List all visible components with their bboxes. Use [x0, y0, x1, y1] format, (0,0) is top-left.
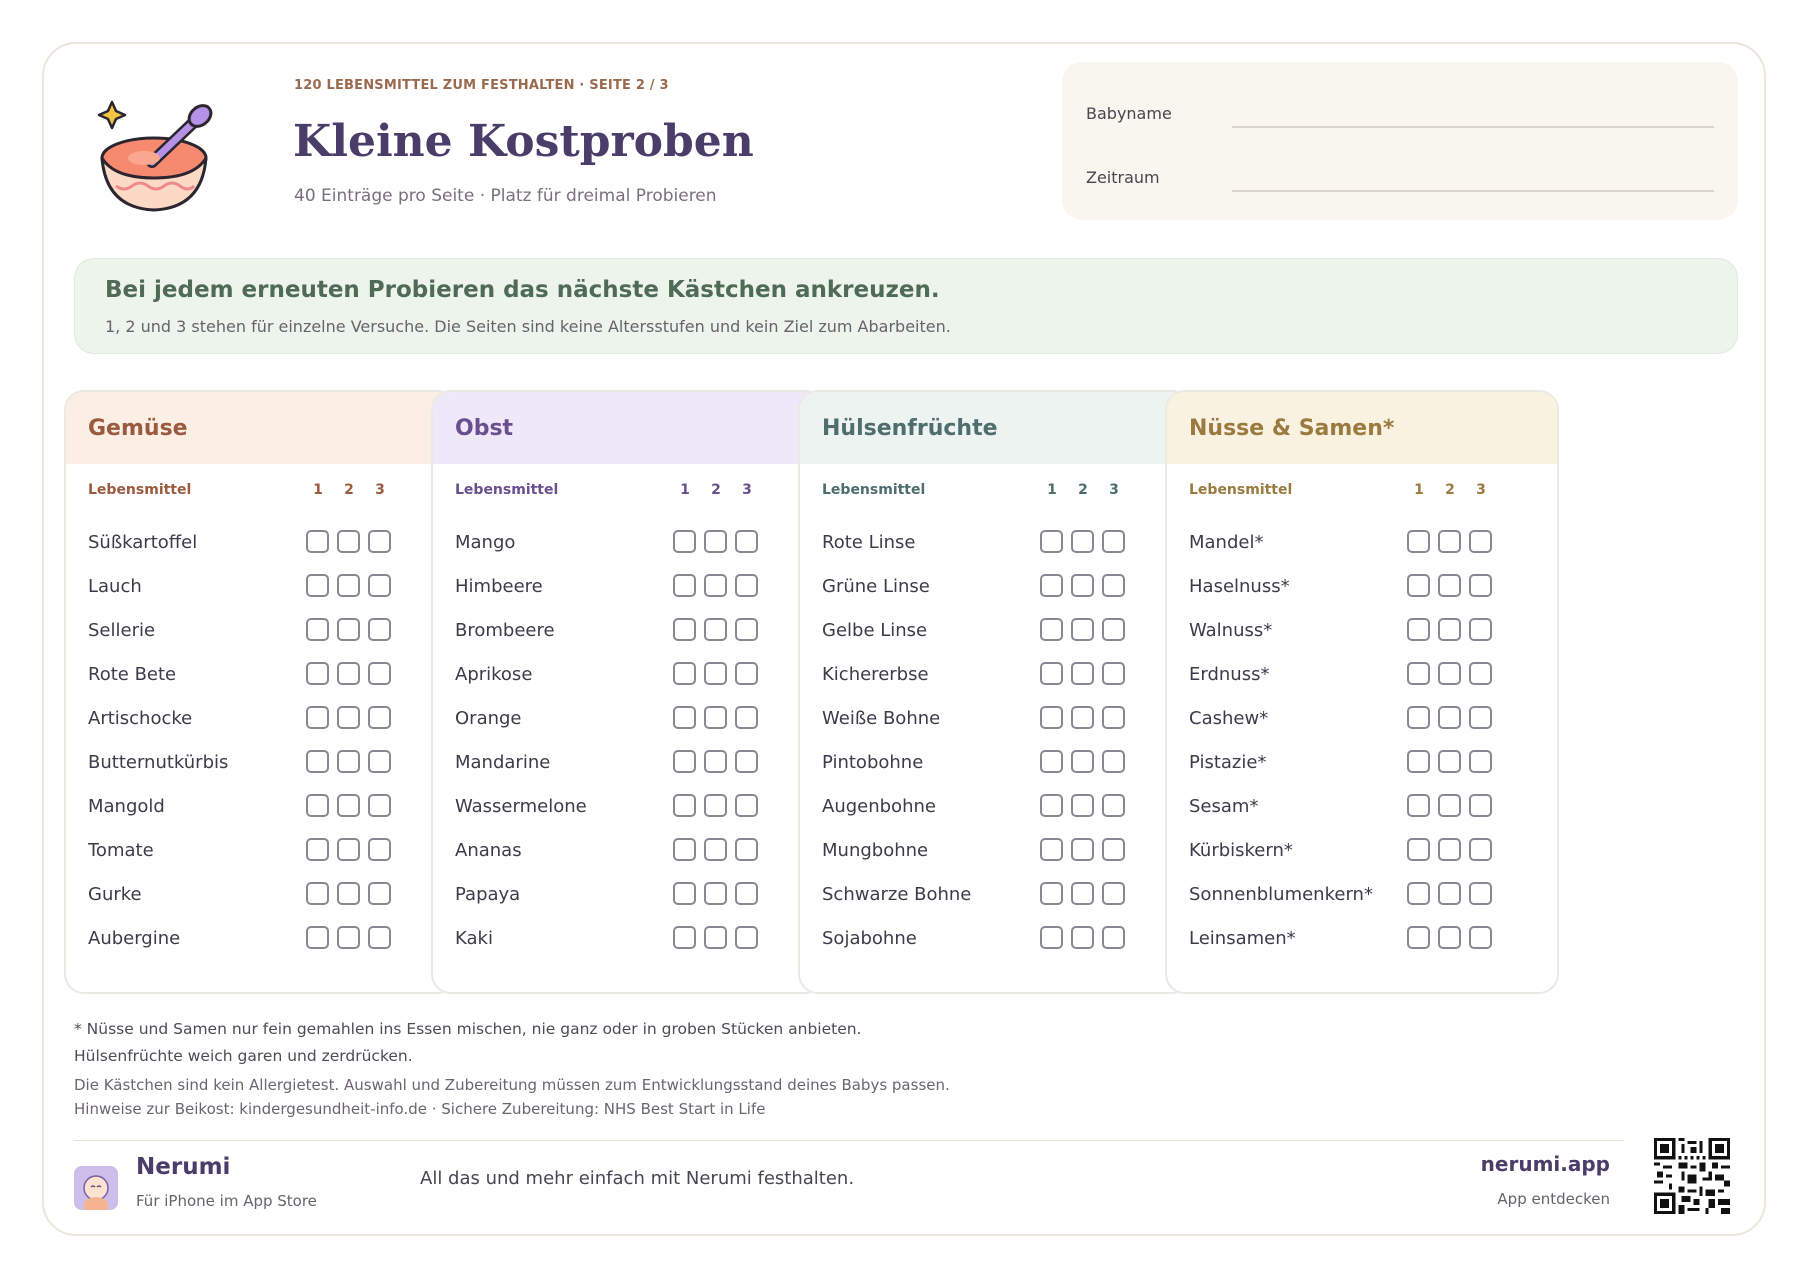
food-label: Kichererbse [822, 664, 929, 685]
food-label: Mango [455, 532, 516, 553]
try-1-checkbox[interactable] [673, 838, 696, 861]
food-row [1167, 744, 1557, 788]
try-3-checkbox[interactable] [1102, 618, 1125, 641]
try-2-checkbox[interactable] [337, 530, 360, 553]
try-1-checkbox[interactable] [306, 750, 329, 773]
try-2-checkbox[interactable] [337, 706, 360, 729]
try-1-checkbox[interactable] [673, 794, 696, 817]
try-2-checkbox[interactable] [704, 662, 727, 685]
food-row [433, 832, 823, 876]
try-1-checkbox[interactable] [1407, 530, 1430, 553]
try-1-checkbox[interactable] [306, 838, 329, 861]
try-2-checkbox[interactable] [704, 750, 727, 773]
food-label: Sesam* [1189, 796, 1259, 817]
try-2-checkbox[interactable] [1071, 926, 1094, 949]
food-label: Leinsamen* [1189, 928, 1296, 949]
footer-divider [74, 1140, 1624, 1141]
try-3-checkbox[interactable] [368, 926, 391, 949]
try-1-checkbox[interactable] [306, 926, 329, 949]
try-2-checkbox[interactable] [337, 618, 360, 641]
note-sources: Hinweise zur Beikost: kindergesundheit-info.de · Sichere Zubereitung: NHS Best Start in Life [74, 1100, 766, 1118]
try-2-checkbox[interactable] [704, 706, 727, 729]
food-label: Süßkartoffel [88, 532, 198, 553]
food-label: Artischocke [88, 708, 193, 729]
try-3-checkbox[interactable] [735, 706, 758, 729]
food-label: Aubergine [88, 928, 181, 949]
food-row [66, 524, 456, 568]
food-label: Brombeere [455, 620, 555, 641]
category-title: Gemüse [88, 416, 188, 441]
food-row [1167, 568, 1557, 612]
try-2-checkbox[interactable] [1071, 574, 1094, 597]
food-row [1167, 612, 1557, 656]
try-1-checkbox[interactable] [1040, 750, 1063, 773]
food-label: Grüne Linse [822, 576, 930, 597]
food-row [433, 744, 823, 788]
try-1-checkbox[interactable] [306, 706, 329, 729]
food-row [1167, 524, 1557, 568]
try-3-checkbox[interactable] [1469, 662, 1492, 685]
try-3-checkbox[interactable] [368, 750, 391, 773]
food-label: Aprikose [455, 664, 533, 685]
food-label: Mandel* [1189, 532, 1264, 553]
try-1-checkbox[interactable] [306, 882, 329, 905]
column-header-try-3: 3 [1109, 482, 1119, 498]
category-card [64, 390, 458, 994]
try-2-checkbox[interactable] [1071, 706, 1094, 729]
note-legumes: Hülsenfrüchte weich garen und zerdrücken. [74, 1047, 413, 1065]
try-2-checkbox[interactable] [704, 618, 727, 641]
try-2-checkbox[interactable] [1438, 706, 1461, 729]
column-header-food: Lebensmittel [1189, 482, 1293, 498]
try-3-checkbox[interactable] [1102, 794, 1125, 817]
food-label: Pistazie* [1189, 752, 1267, 773]
try-2-checkbox[interactable] [1071, 794, 1094, 817]
try-1-checkbox[interactable] [1407, 662, 1430, 685]
try-1-checkbox[interactable] [673, 882, 696, 905]
column-header-food: Lebensmittel [822, 482, 926, 498]
try-3-checkbox[interactable] [1469, 706, 1492, 729]
brand-subtitle: Für iPhone im App Store [136, 1192, 317, 1210]
try-3-checkbox[interactable] [1469, 530, 1492, 553]
period-label: Zeitraum [1086, 168, 1160, 187]
try-3-checkbox[interactable] [1469, 882, 1492, 905]
try-2-checkbox[interactable] [1071, 838, 1094, 861]
column-header-try-3: 3 [1476, 482, 1486, 498]
food-row [66, 568, 456, 612]
try-1-checkbox[interactable] [306, 530, 329, 553]
column-header-try-2: 2 [711, 482, 721, 498]
try-2-checkbox[interactable] [1438, 662, 1461, 685]
food-label: Sonnenblumenkern* [1189, 884, 1373, 905]
food-label: Weiße Bohne [822, 708, 941, 729]
column-header-try-1: 1 [680, 482, 690, 498]
food-label: Kürbiskern* [1189, 840, 1293, 861]
category-card [798, 390, 1192, 994]
food-label: Pintobohne [822, 752, 924, 773]
qr-code-icon[interactable] [1654, 1138, 1730, 1214]
try-3-checkbox[interactable] [735, 838, 758, 861]
page-title: Kleine Kostproben [293, 116, 754, 167]
baby-name-field[interactable] [1232, 126, 1714, 128]
try-1-checkbox[interactable] [1040, 574, 1063, 597]
try-3-checkbox[interactable] [368, 662, 391, 685]
try-1-checkbox[interactable] [1040, 706, 1063, 729]
try-3-checkbox[interactable] [1102, 662, 1125, 685]
try-1-checkbox[interactable] [306, 574, 329, 597]
try-3-checkbox[interactable] [368, 574, 391, 597]
try-1-checkbox[interactable] [1407, 926, 1430, 949]
food-label: Himbeere [455, 576, 543, 597]
try-1-checkbox[interactable] [673, 530, 696, 553]
try-3-checkbox[interactable] [1102, 838, 1125, 861]
try-2-checkbox[interactable] [1438, 618, 1461, 641]
try-2-checkbox[interactable] [704, 574, 727, 597]
food-row [66, 788, 456, 832]
food-row [1167, 788, 1557, 832]
food-row [433, 524, 823, 568]
food-row [433, 568, 823, 612]
try-2-checkbox[interactable] [1438, 574, 1461, 597]
food-row [800, 612, 1190, 656]
website-link[interactable]: nerumi.app [1480, 1152, 1610, 1176]
try-2-checkbox[interactable] [337, 662, 360, 685]
food-label: Rote Linse [822, 532, 916, 553]
food-row [66, 612, 456, 656]
try-1-checkbox[interactable] [1040, 618, 1063, 641]
try-3-checkbox[interactable] [368, 618, 391, 641]
try-3-checkbox[interactable] [1102, 750, 1125, 773]
try-3-checkbox[interactable] [1102, 926, 1125, 949]
food-label: Mungbohne [822, 840, 929, 861]
try-1-checkbox[interactable] [1040, 882, 1063, 905]
try-2-checkbox[interactable] [337, 838, 360, 861]
column-header-try-3: 3 [742, 482, 752, 498]
category-header [1167, 392, 1557, 464]
food-label: Gurke [88, 884, 142, 905]
try-1-checkbox[interactable] [1407, 838, 1430, 861]
try-1-checkbox[interactable] [1407, 882, 1430, 905]
food-row [1167, 656, 1557, 700]
column-header-try-3: 3 [375, 482, 385, 498]
try-2-checkbox[interactable] [337, 794, 360, 817]
column-header-try-1: 1 [1414, 482, 1424, 498]
try-2-checkbox[interactable] [1071, 618, 1094, 641]
food-row [433, 656, 823, 700]
food-row [800, 876, 1190, 920]
try-3-checkbox[interactable] [1102, 882, 1125, 905]
try-1-checkbox[interactable] [1407, 574, 1430, 597]
try-1-checkbox[interactable] [673, 662, 696, 685]
food-label: Kaki [455, 928, 493, 949]
try-2-checkbox[interactable] [704, 882, 727, 905]
try-3-checkbox[interactable] [368, 838, 391, 861]
try-2-checkbox[interactable] [704, 838, 727, 861]
try-3-checkbox[interactable] [1102, 530, 1125, 553]
food-row [800, 700, 1190, 744]
category-header [433, 392, 823, 464]
food-row [66, 832, 456, 876]
column-header-try-1: 1 [1047, 482, 1057, 498]
food-row [800, 832, 1190, 876]
try-2-checkbox[interactable] [337, 926, 360, 949]
try-1-checkbox[interactable] [1407, 618, 1430, 641]
food-label: Walnuss* [1189, 620, 1273, 641]
try-2-checkbox[interactable] [704, 926, 727, 949]
try-2-checkbox[interactable] [1438, 926, 1461, 949]
instruction-banner [74, 258, 1738, 354]
column-header-try-1: 1 [313, 482, 323, 498]
food-label: Mangold [88, 796, 165, 817]
try-1-checkbox[interactable] [673, 618, 696, 641]
note-nuts: * Nüsse und Samen nur fein gemahlen ins Essen mischen, nie ganz oder in groben Stücken anbieten. [74, 1020, 862, 1038]
try-3-checkbox[interactable] [1102, 574, 1125, 597]
category-title: Nüsse & Samen* [1189, 416, 1395, 441]
try-3-checkbox[interactable] [1469, 618, 1492, 641]
website-subtitle: App entdecken [1497, 1190, 1610, 1208]
try-2-checkbox[interactable] [704, 530, 727, 553]
try-2-checkbox[interactable] [1071, 882, 1094, 905]
try-2-checkbox[interactable] [337, 882, 360, 905]
try-1-checkbox[interactable] [306, 794, 329, 817]
try-1-checkbox[interactable] [673, 574, 696, 597]
column-header-food: Lebensmittel [455, 482, 559, 498]
try-1-checkbox[interactable] [673, 706, 696, 729]
try-1-checkbox[interactable] [306, 618, 329, 641]
try-1-checkbox[interactable] [673, 750, 696, 773]
baby-avatar-icon [74, 1166, 118, 1210]
try-1-checkbox[interactable] [1407, 706, 1430, 729]
food-row [66, 744, 456, 788]
try-1-checkbox[interactable] [306, 662, 329, 685]
try-1-checkbox[interactable] [1040, 662, 1063, 685]
banner-title: Bei jedem erneuten Probieren das nächste Kästchen ankreuzen. [105, 277, 940, 303]
brand-name: Nerumi [136, 1154, 231, 1180]
try-2-checkbox[interactable] [337, 574, 360, 597]
food-row [1167, 876, 1557, 920]
try-2-checkbox[interactable] [1071, 750, 1094, 773]
food-row [800, 920, 1190, 964]
try-3-checkbox[interactable] [1469, 794, 1492, 817]
name-box [1062, 62, 1738, 220]
try-3-checkbox[interactable] [1469, 574, 1492, 597]
food-label: Sellerie [88, 620, 156, 641]
try-3-checkbox[interactable] [1469, 750, 1492, 773]
try-1-checkbox[interactable] [1040, 794, 1063, 817]
food-row [66, 700, 456, 744]
column-header-try-2: 2 [1445, 482, 1455, 498]
food-label: Haselnuss* [1189, 576, 1290, 597]
food-label: Erdnuss* [1189, 664, 1270, 685]
food-label: Tomate [88, 840, 154, 861]
try-3-checkbox[interactable] [368, 706, 391, 729]
food-label: Lauch [88, 576, 142, 597]
column-header-try-2: 2 [344, 482, 354, 498]
category-title: Hülsenfrüchte [822, 416, 998, 441]
food-label: Mandarine [455, 752, 551, 773]
try-3-checkbox[interactable] [735, 750, 758, 773]
try-3-checkbox[interactable] [368, 882, 391, 905]
food-row [800, 568, 1190, 612]
food-label: Wassermelone [455, 796, 587, 817]
food-row [433, 612, 823, 656]
page-eyebrow: 120 LEBENSMITTEL ZUM FESTHALTEN · SEITE 2 / 3 [294, 78, 669, 93]
try-1-checkbox[interactable] [1407, 750, 1430, 773]
try-2-checkbox[interactable] [1438, 530, 1461, 553]
try-3-checkbox[interactable] [735, 618, 758, 641]
food-label: Rote Bete [88, 664, 177, 685]
try-1-checkbox[interactable] [673, 926, 696, 949]
try-1-checkbox[interactable] [1040, 530, 1063, 553]
note-disclaimer: Die Kästchen sind kein Allergietest. Auswahl und Zubereitung müssen zum Entwicklungsstand deines Babys passen. [74, 1076, 950, 1094]
try-3-checkbox[interactable] [735, 926, 758, 949]
food-label: Cashew* [1189, 708, 1269, 729]
try-2-checkbox[interactable] [704, 794, 727, 817]
banner-text: 1, 2 und 3 stehen für einzelne Versuche. Die Seiten sind keine Altersstufen und kein Ziel zum Abarbeiten. [105, 317, 951, 336]
food-row [66, 876, 456, 920]
food-label: Papaya [455, 884, 521, 905]
category-header [800, 392, 1190, 464]
page-subtitle: 40 Einträge pro Seite · Platz für dreimal Probieren [294, 186, 717, 206]
category-card [1165, 390, 1559, 994]
food-row [1167, 832, 1557, 876]
try-2-checkbox[interactable] [1071, 530, 1094, 553]
try-3-checkbox[interactable] [735, 794, 758, 817]
period-field[interactable] [1232, 190, 1714, 192]
food-row [66, 656, 456, 700]
food-label: Gelbe Linse [822, 620, 928, 641]
food-row [1167, 700, 1557, 744]
category-card [431, 390, 825, 994]
food-row [800, 524, 1190, 568]
worksheet [42, 42, 1766, 1236]
food-row [433, 920, 823, 964]
category-header [66, 392, 456, 464]
try-1-checkbox[interactable] [1040, 926, 1063, 949]
try-2-checkbox[interactable] [1438, 838, 1461, 861]
food-label: Augenbohne [822, 796, 936, 817]
food-row [800, 744, 1190, 788]
food-row [433, 700, 823, 744]
food-row [800, 656, 1190, 700]
try-2-checkbox[interactable] [337, 750, 360, 773]
try-2-checkbox[interactable] [1071, 662, 1094, 685]
food-row [800, 788, 1190, 832]
food-label: Sojabohne [822, 928, 917, 949]
food-label: Schwarze Bohne [822, 884, 972, 905]
bowl-with-spoon-icon [94, 96, 234, 216]
food-row [433, 876, 823, 920]
food-label: Orange [455, 708, 522, 729]
try-1-checkbox[interactable] [1407, 794, 1430, 817]
try-3-checkbox[interactable] [735, 662, 758, 685]
baby-name-label: Babyname [1086, 104, 1172, 123]
try-3-checkbox[interactable] [1469, 926, 1492, 949]
food-row [1167, 920, 1557, 964]
try-2-checkbox[interactable] [1438, 882, 1461, 905]
try-3-checkbox[interactable] [368, 794, 391, 817]
try-2-checkbox[interactable] [1438, 750, 1461, 773]
try-3-checkbox[interactable] [735, 882, 758, 905]
try-3-checkbox[interactable] [1469, 838, 1492, 861]
try-1-checkbox[interactable] [1040, 838, 1063, 861]
try-3-checkbox[interactable] [735, 574, 758, 597]
try-2-checkbox[interactable] [1438, 794, 1461, 817]
column-header-try-2: 2 [1078, 482, 1088, 498]
promo-text: All das und mehr einfach mit Nerumi festhalten. [420, 1168, 855, 1189]
food-row [66, 920, 456, 964]
food-row [433, 788, 823, 832]
try-3-checkbox[interactable] [368, 530, 391, 553]
try-3-checkbox[interactable] [735, 530, 758, 553]
column-header-food: Lebensmittel [88, 482, 192, 498]
food-label: Ananas [455, 840, 522, 861]
food-label: Butternutkürbis [88, 752, 229, 773]
category-title: Obst [455, 416, 514, 441]
try-3-checkbox[interactable] [1102, 706, 1125, 729]
